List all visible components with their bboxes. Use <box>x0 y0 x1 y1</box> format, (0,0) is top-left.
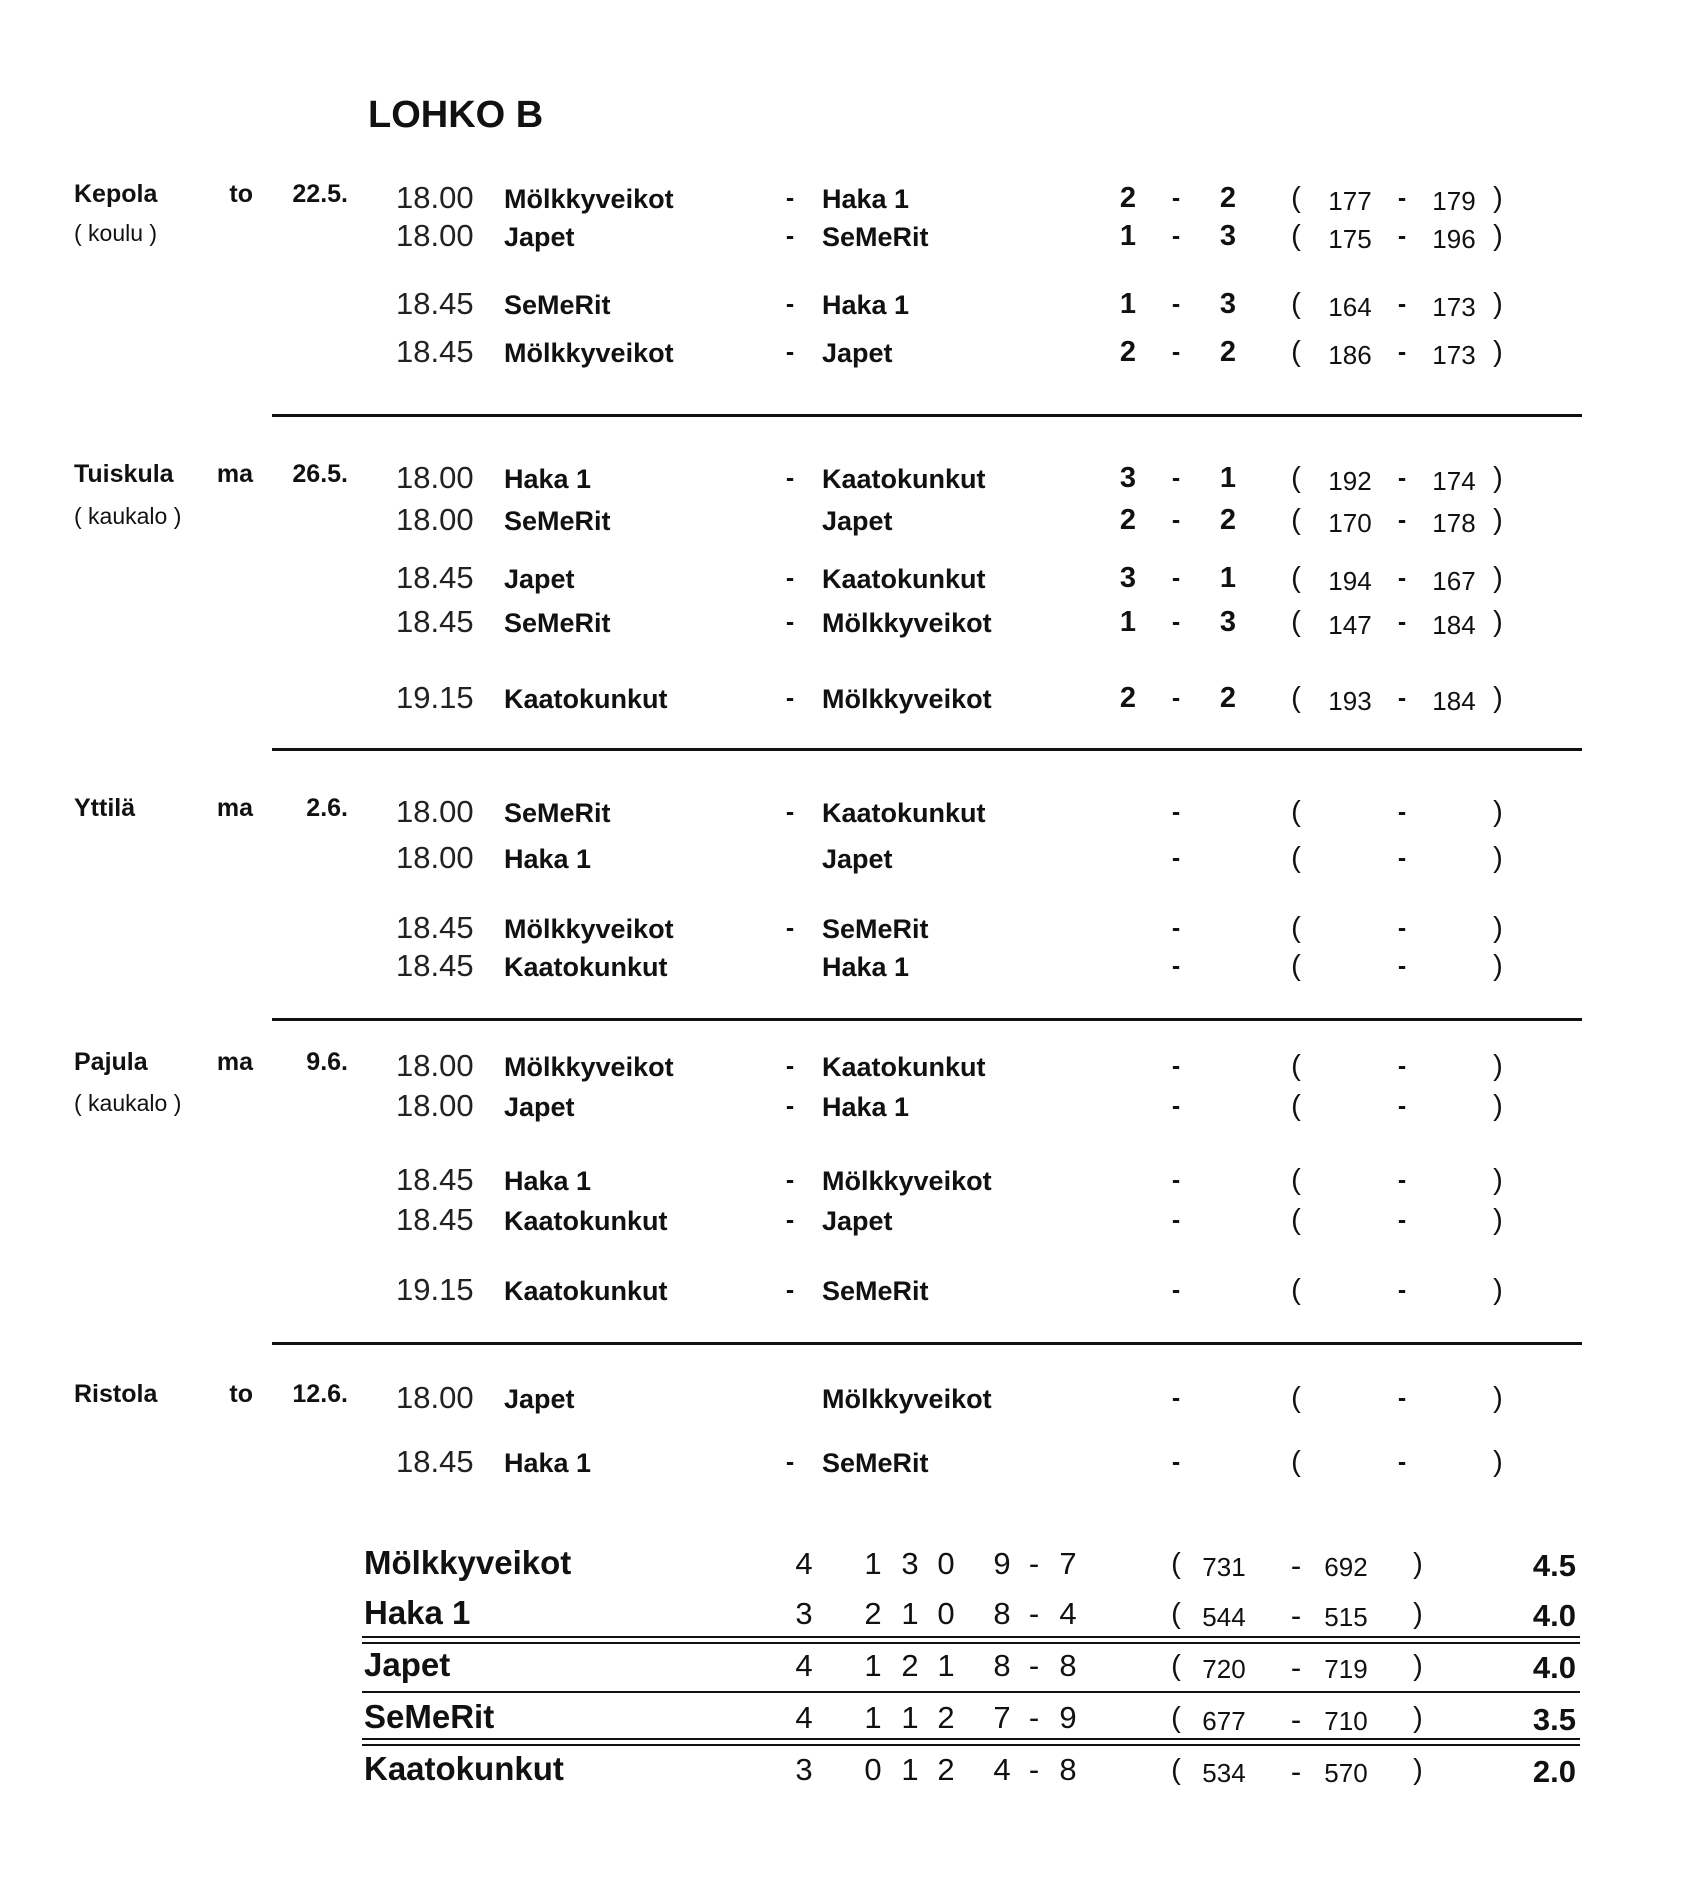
open-paren: ( <box>1291 1274 1301 1306</box>
away-score: 2 <box>1219 504 1237 536</box>
venue-name: Yttilä <box>74 794 136 822</box>
home-team: Kaatokunkut <box>504 684 668 714</box>
home-team: Kaatokunkut <box>504 952 668 982</box>
close-paren: ) <box>1493 950 1503 982</box>
away-score: 2 <box>1219 182 1237 214</box>
away-score: 3 <box>1219 220 1237 252</box>
match-time: 18.00 <box>396 1380 474 1415</box>
home-score: 1 <box>1119 220 1137 252</box>
away-team: Mölkkyveikot <box>822 608 992 638</box>
games-dash: - <box>1028 1546 1040 1581</box>
match-time: 18.45 <box>396 1162 474 1197</box>
points-dash: - <box>1397 1448 1407 1476</box>
standings-team: SeMeRit <box>364 1698 495 1735</box>
games-played: 4 <box>795 1700 813 1735</box>
away-team: Kaatokunkut <box>822 798 986 828</box>
close-paren: ) <box>1493 220 1503 252</box>
away-points: 178 <box>1432 508 1476 538</box>
games-dash: - <box>1028 1596 1040 1631</box>
games-for: 9 <box>993 1546 1011 1581</box>
standings-underline <box>362 1636 1580 1638</box>
away-team: Japet <box>822 506 893 536</box>
away-points: 167 <box>1432 566 1476 596</box>
points-dash: - <box>1397 338 1407 366</box>
match-time: 18.45 <box>396 1202 474 1237</box>
standings-team: Japet <box>364 1646 451 1683</box>
points-dash: - <box>1290 1548 1302 1583</box>
match-day: ma <box>216 1048 253 1076</box>
venue-note: ( koulu ) <box>74 220 158 246</box>
away-team: Japet <box>822 844 893 874</box>
score-dash: - <box>1171 608 1181 636</box>
away-score: 2 <box>1219 336 1237 368</box>
venue-name: Tuiskula <box>74 460 174 488</box>
match-day: to <box>229 1380 253 1408</box>
points-against: 692 <box>1324 1552 1368 1582</box>
home-points: 175 <box>1328 224 1372 254</box>
home-points: 193 <box>1328 686 1372 716</box>
losses: 0 <box>937 1546 955 1581</box>
score-dash: - <box>1171 290 1181 318</box>
points-dash: - <box>1397 290 1407 318</box>
close-paren: ) <box>1493 1382 1503 1414</box>
home-score: 2 <box>1119 182 1137 214</box>
close-paren: ) <box>1413 1650 1423 1682</box>
home-points: 186 <box>1328 340 1372 370</box>
open-paren: ( <box>1171 1702 1181 1734</box>
home-team: Haka 1 <box>504 844 592 874</box>
points-for: 677 <box>1202 1706 1246 1736</box>
match-date: 2.6. <box>306 794 348 822</box>
versus-dash: - <box>785 184 795 212</box>
versus-dash: - <box>785 684 795 712</box>
versus-dash: - <box>785 1276 795 1304</box>
points-for: 720 <box>1202 1654 1246 1684</box>
home-team: Haka 1 <box>504 1448 592 1478</box>
away-team: SeMeRit <box>822 1276 929 1306</box>
close-paren: ) <box>1493 842 1503 874</box>
close-paren: ) <box>1413 1754 1423 1786</box>
match-time: 18.00 <box>396 794 474 829</box>
close-paren: ) <box>1493 288 1503 320</box>
score-dash: - <box>1171 1384 1181 1412</box>
close-paren: ) <box>1493 1090 1503 1122</box>
losses: 0 <box>937 1596 955 1631</box>
score-dash: - <box>1171 464 1181 492</box>
match-day: ma <box>216 794 253 822</box>
match-time: 18.45 <box>396 286 474 321</box>
home-team: Japet <box>504 222 575 252</box>
versus-dash: - <box>785 608 795 636</box>
close-paren: ) <box>1493 1274 1503 1306</box>
open-paren: ( <box>1291 912 1301 944</box>
games-for: 7 <box>993 1700 1011 1735</box>
home-score: 1 <box>1119 288 1137 320</box>
home-points: 164 <box>1328 292 1372 322</box>
points-dash: - <box>1290 1754 1302 1789</box>
score-dash: - <box>1171 1092 1181 1120</box>
home-points: 194 <box>1328 566 1372 596</box>
losses: 2 <box>937 1752 955 1787</box>
score-dash: - <box>1171 1276 1181 1304</box>
score-dash: - <box>1171 1052 1181 1080</box>
points-against: 515 <box>1324 1602 1368 1632</box>
points-dash: - <box>1397 914 1407 942</box>
home-team: Mölkkyveikot <box>504 1052 674 1082</box>
score-dash: - <box>1171 844 1181 872</box>
away-team: Haka 1 <box>822 952 910 982</box>
open-paren: ( <box>1291 1382 1301 1414</box>
away-points: 173 <box>1432 292 1476 322</box>
match-date: 22.5. <box>292 180 348 208</box>
close-paren: ) <box>1493 1446 1503 1478</box>
games-dash: - <box>1028 1648 1040 1683</box>
home-score: 1 <box>1119 606 1137 638</box>
points-dash: - <box>1397 798 1407 826</box>
standings-underline <box>362 1744 1580 1746</box>
away-points: 184 <box>1432 610 1476 640</box>
draws: 1 <box>901 1700 919 1735</box>
score-dash: - <box>1171 1206 1181 1234</box>
away-team: Mölkkyveikot <box>822 684 992 714</box>
score-dash: - <box>1171 222 1181 250</box>
home-points: 177 <box>1328 186 1372 216</box>
away-score: 2 <box>1219 682 1237 714</box>
points-dash: - <box>1397 1092 1407 1120</box>
away-score: 3 <box>1219 606 1237 638</box>
versus-dash: - <box>785 914 795 942</box>
open-paren: ( <box>1291 562 1301 594</box>
points-dash: - <box>1397 1206 1407 1234</box>
home-team: Kaatokunkut <box>504 1276 668 1306</box>
match-time: 18.00 <box>396 218 474 253</box>
away-team: Japet <box>822 1206 893 1236</box>
points-for: 544 <box>1202 1602 1246 1632</box>
points-against: 710 <box>1324 1706 1368 1736</box>
games-for: 4 <box>993 1752 1011 1787</box>
versus-dash: - <box>785 1052 795 1080</box>
points-dash: - <box>1397 684 1407 712</box>
close-paren: ) <box>1493 336 1503 368</box>
games-against: 8 <box>1059 1752 1077 1787</box>
games-dash: - <box>1028 1752 1040 1787</box>
score-dash: - <box>1171 506 1181 534</box>
venue-name: Pajula <box>74 1048 148 1076</box>
away-score: 3 <box>1219 288 1237 320</box>
versus-dash: - <box>785 338 795 366</box>
home-team: Japet <box>504 1384 575 1414</box>
venue-note: ( kaukalo ) <box>74 503 182 529</box>
games-against: 8 <box>1059 1648 1077 1683</box>
match-time: 18.00 <box>396 1088 474 1123</box>
points-for: 534 <box>1202 1758 1246 1788</box>
points-dash: - <box>1397 1276 1407 1304</box>
open-paren: ( <box>1171 1650 1181 1682</box>
away-team: Kaatokunkut <box>822 464 986 494</box>
open-paren: ( <box>1291 796 1301 828</box>
match-time: 18.00 <box>396 502 474 537</box>
games-against: 4 <box>1059 1596 1077 1631</box>
open-paren: ( <box>1291 606 1301 638</box>
score-dash: - <box>1171 798 1181 826</box>
open-paren: ( <box>1291 462 1301 494</box>
match-time: 18.00 <box>396 460 474 495</box>
home-points: 147 <box>1328 610 1372 640</box>
home-team: Haka 1 <box>504 1166 592 1196</box>
games-against: 9 <box>1059 1700 1077 1735</box>
wins: 0 <box>864 1752 882 1787</box>
home-score: 2 <box>1119 336 1137 368</box>
home-team: SeMeRit <box>504 290 611 320</box>
away-team: Kaatokunkut <box>822 1052 986 1082</box>
away-points: 174 <box>1432 466 1476 496</box>
close-paren: ) <box>1493 796 1503 828</box>
versus-dash: - <box>785 1448 795 1476</box>
open-paren: ( <box>1291 504 1301 536</box>
points-dash: - <box>1397 564 1407 592</box>
away-points: 179 <box>1432 186 1476 216</box>
venue-note: ( kaukalo ) <box>74 1090 182 1116</box>
wins: 1 <box>864 1700 882 1735</box>
score-dash: - <box>1171 338 1181 366</box>
versus-dash: - <box>785 464 795 492</box>
close-paren: ) <box>1413 1598 1423 1630</box>
home-team: SeMeRit <box>504 798 611 828</box>
away-points: 184 <box>1432 686 1476 716</box>
section-divider <box>272 414 1582 417</box>
away-team: SeMeRit <box>822 914 929 944</box>
away-score: 1 <box>1219 462 1237 494</box>
points-dash: - <box>1290 1702 1302 1737</box>
away-team: Mölkkyveikot <box>822 1166 992 1196</box>
points-dash: - <box>1397 952 1407 980</box>
points-dash: - <box>1397 464 1407 492</box>
draws: 1 <box>901 1596 919 1631</box>
open-paren: ( <box>1171 1598 1181 1630</box>
standing-points: 4.0 <box>1532 1650 1576 1685</box>
home-team: Kaatokunkut <box>504 1206 668 1236</box>
games-for: 8 <box>993 1596 1011 1631</box>
match-time: 18.45 <box>396 948 474 983</box>
section-divider <box>272 1018 1582 1021</box>
open-paren: ( <box>1291 288 1301 320</box>
home-score: 3 <box>1119 562 1137 594</box>
draws: 1 <box>901 1752 919 1787</box>
games-played: 4 <box>795 1546 813 1581</box>
losses: 2 <box>937 1700 955 1735</box>
standings-team: Mölkkyveikot <box>364 1544 572 1581</box>
home-points: 170 <box>1328 508 1372 538</box>
section-divider <box>272 748 1582 751</box>
open-paren: ( <box>1291 682 1301 714</box>
points-dash: - <box>1397 1384 1407 1412</box>
standing-points: 4.0 <box>1532 1598 1576 1633</box>
home-team: SeMeRit <box>504 506 611 536</box>
home-team: SeMeRit <box>504 608 611 638</box>
points-dash: - <box>1397 844 1407 872</box>
points-dash: - <box>1397 506 1407 534</box>
open-paren: ( <box>1171 1548 1181 1580</box>
match-time: 18.45 <box>396 1444 474 1479</box>
open-paren: ( <box>1291 1090 1301 1122</box>
away-points: 173 <box>1432 340 1476 370</box>
score-dash: - <box>1171 914 1181 942</box>
away-points: 196 <box>1432 224 1476 254</box>
points-dash: - <box>1397 608 1407 636</box>
match-time: 18.45 <box>396 910 474 945</box>
games-against: 7 <box>1059 1546 1077 1581</box>
standing-points: 4.5 <box>1532 1548 1576 1583</box>
open-paren: ( <box>1291 1050 1301 1082</box>
match-time: 18.45 <box>396 560 474 595</box>
versus-dash: - <box>785 1092 795 1120</box>
versus-dash: - <box>785 290 795 318</box>
score-dash: - <box>1171 684 1181 712</box>
points-for: 731 <box>1202 1552 1246 1582</box>
close-paren: ) <box>1493 606 1503 638</box>
close-paren: ) <box>1493 562 1503 594</box>
close-paren: ) <box>1493 682 1503 714</box>
games-dash: - <box>1028 1700 1040 1735</box>
match-time: 18.45 <box>396 334 474 369</box>
home-team: Mölkkyveikot <box>504 338 674 368</box>
away-team: Kaatokunkut <box>822 564 986 594</box>
versus-dash: - <box>785 222 795 250</box>
home-score: 2 <box>1119 504 1137 536</box>
standings-team: Kaatokunkut <box>364 1750 564 1787</box>
open-paren: ( <box>1291 220 1301 252</box>
points-dash: - <box>1290 1598 1302 1633</box>
points-dash: - <box>1397 1052 1407 1080</box>
close-paren: ) <box>1493 1050 1503 1082</box>
match-time: 19.15 <box>396 1272 474 1307</box>
points-dash: - <box>1397 222 1407 250</box>
open-paren: ( <box>1291 1446 1301 1478</box>
away-team: Mölkkyveikot <box>822 1384 992 1414</box>
home-team: Mölkkyveikot <box>504 184 674 214</box>
score-dash: - <box>1171 184 1181 212</box>
points-dash: - <box>1397 184 1407 212</box>
versus-dash: - <box>785 1166 795 1194</box>
match-day: ma <box>216 460 253 488</box>
home-team: Japet <box>504 564 575 594</box>
open-paren: ( <box>1291 1164 1301 1196</box>
versus-dash: - <box>785 798 795 826</box>
games-played: 3 <box>795 1752 813 1787</box>
match-date: 26.5. <box>292 460 348 488</box>
standings-team: Haka 1 <box>364 1594 471 1631</box>
close-paren: ) <box>1493 182 1503 214</box>
match-time: 18.00 <box>396 1048 474 1083</box>
open-paren: ( <box>1291 1204 1301 1236</box>
venue-name: Kepola <box>74 180 158 208</box>
open-paren: ( <box>1291 182 1301 214</box>
score-dash: - <box>1171 1166 1181 1194</box>
home-team: Mölkkyveikot <box>504 914 674 944</box>
points-dash: - <box>1290 1650 1302 1685</box>
open-paren: ( <box>1291 336 1301 368</box>
section-divider <box>272 1342 1582 1345</box>
close-paren: ) <box>1493 462 1503 494</box>
score-dash: - <box>1171 1448 1181 1476</box>
match-date: 12.6. <box>292 1380 348 1408</box>
games-played: 4 <box>795 1648 813 1683</box>
match-time: 18.45 <box>396 604 474 639</box>
home-score: 3 <box>1119 462 1137 494</box>
match-date: 9.6. <box>306 1048 348 1076</box>
standing-points: 2.0 <box>1532 1754 1576 1789</box>
standings-underline <box>362 1642 1580 1644</box>
losses: 1 <box>937 1648 955 1683</box>
draws: 3 <box>901 1546 919 1581</box>
home-points: 192 <box>1328 466 1372 496</box>
match-time: 18.00 <box>396 180 474 215</box>
versus-dash: - <box>785 564 795 592</box>
wins: 1 <box>864 1648 882 1683</box>
score-dash: - <box>1171 952 1181 980</box>
close-paren: ) <box>1413 1548 1423 1580</box>
close-paren: ) <box>1413 1702 1423 1734</box>
games-for: 8 <box>993 1648 1011 1683</box>
draws: 2 <box>901 1648 919 1683</box>
page-title: LOHKO B <box>368 94 544 136</box>
close-paren: ) <box>1493 912 1503 944</box>
open-paren: ( <box>1291 950 1301 982</box>
away-team: SeMeRit <box>822 1448 929 1478</box>
home-score: 2 <box>1119 682 1137 714</box>
away-team: SeMeRit <box>822 222 929 252</box>
points-against: 719 <box>1324 1654 1368 1684</box>
points-against: 570 <box>1324 1758 1368 1788</box>
standing-points: 3.5 <box>1532 1702 1576 1737</box>
open-paren: ( <box>1291 842 1301 874</box>
games-played: 3 <box>795 1596 813 1631</box>
close-paren: ) <box>1493 504 1503 536</box>
match-time: 19.15 <box>396 680 474 715</box>
versus-dash: - <box>785 1206 795 1234</box>
open-paren: ( <box>1171 1754 1181 1786</box>
away-team: Haka 1 <box>822 1092 910 1122</box>
standings-underline <box>362 1691 1580 1693</box>
match-time: 18.00 <box>396 840 474 875</box>
away-team: Haka 1 <box>822 290 910 320</box>
standings-underline <box>362 1738 1580 1740</box>
close-paren: ) <box>1493 1204 1503 1236</box>
wins: 1 <box>864 1546 882 1581</box>
close-paren: ) <box>1493 1164 1503 1196</box>
venue-name: Ristola <box>74 1380 158 1408</box>
points-dash: - <box>1397 1166 1407 1194</box>
home-team: Haka 1 <box>504 464 592 494</box>
home-team: Japet <box>504 1092 575 1122</box>
away-team: Japet <box>822 338 893 368</box>
wins: 2 <box>864 1596 882 1631</box>
away-team: Haka 1 <box>822 184 910 214</box>
away-score: 1 <box>1219 562 1237 594</box>
match-day: to <box>229 180 253 208</box>
score-dash: - <box>1171 564 1181 592</box>
